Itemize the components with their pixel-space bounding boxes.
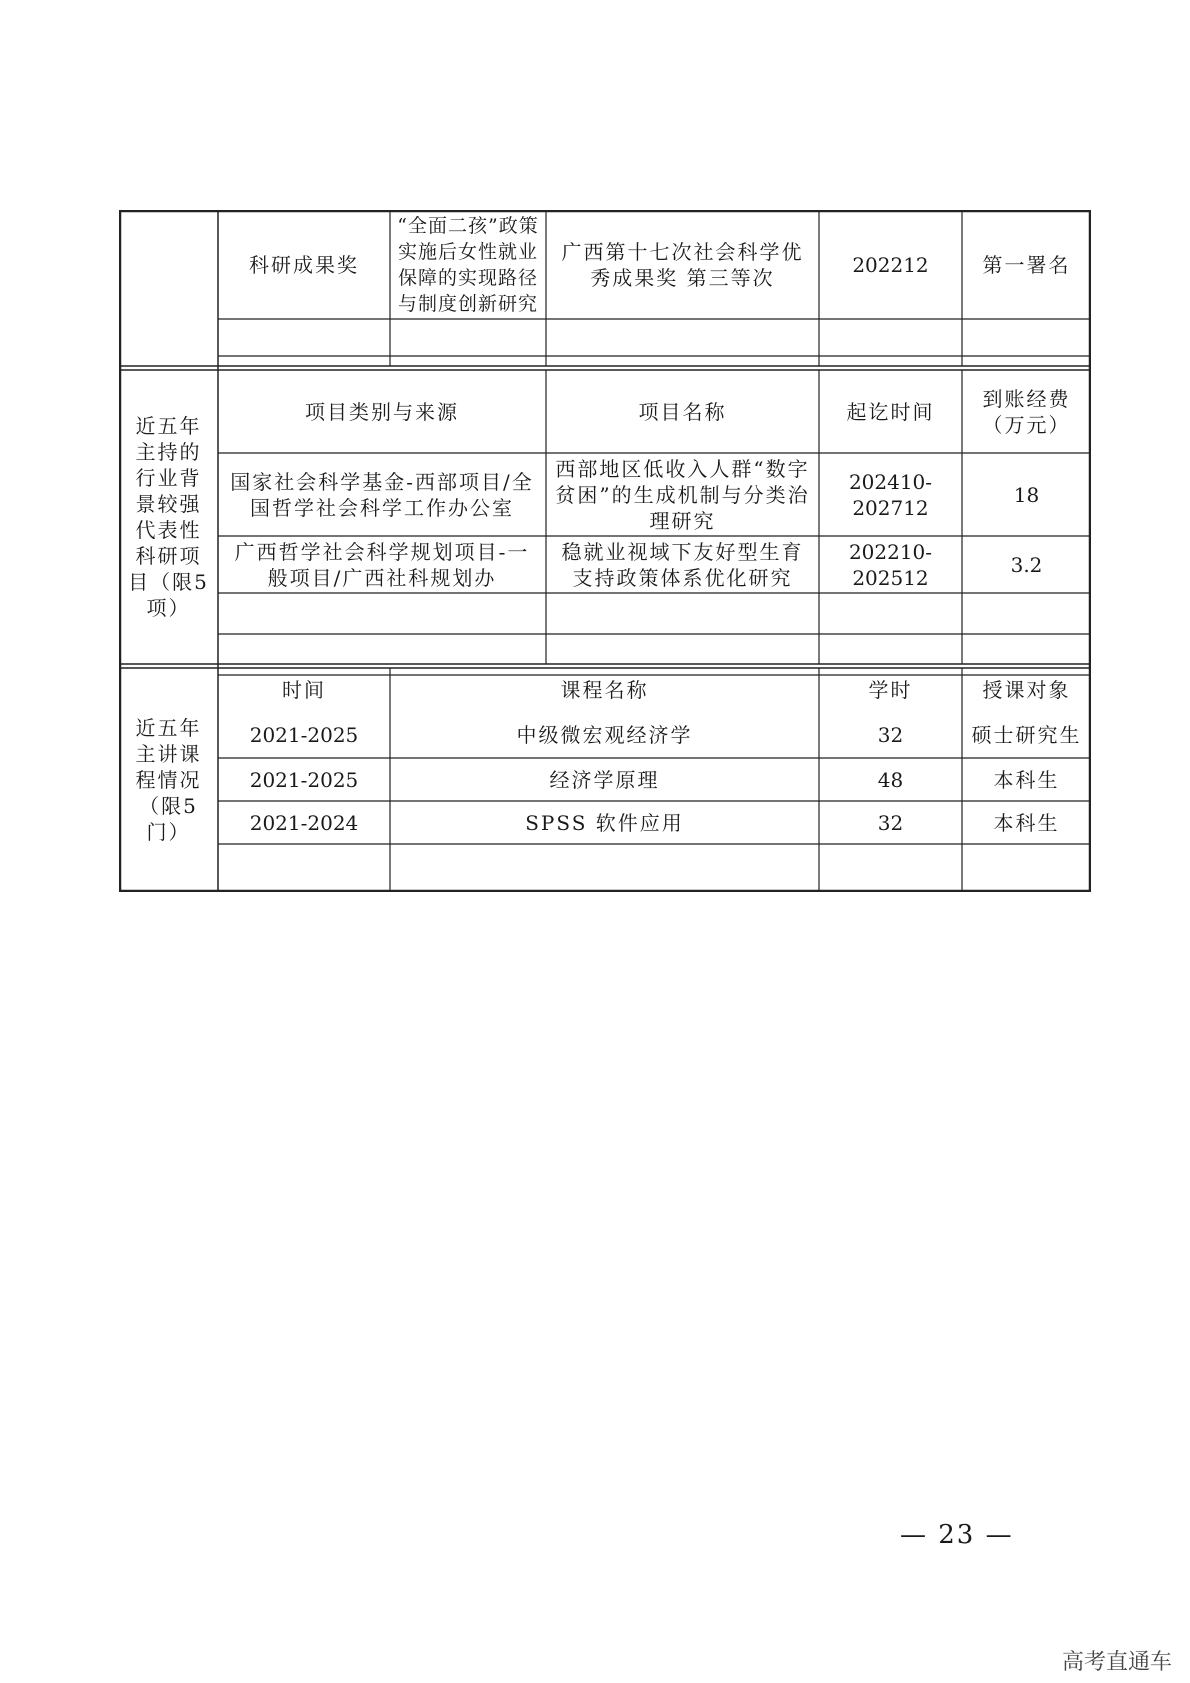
course-3-name: SPSS 软件应用	[525, 810, 684, 835]
courses-header-audience: 授课对象	[982, 678, 1071, 702]
courses-section-label: 近五年主讲课程情况（限5门）	[135, 716, 202, 844]
course-1-name: 中级微宏观经济学	[516, 723, 693, 747]
award-date: 202212	[852, 252, 929, 277]
project-1-name: 西部地区低收入人群“数字贫困”的生成机制与分类治理研究	[555, 456, 810, 533]
course-3-audience: 本科生	[993, 810, 1060, 835]
course-2-time: 2021-2025	[249, 767, 359, 792]
course-3-time: 2021-2024	[249, 810, 359, 835]
award-rank: 第一署名	[982, 252, 1071, 277]
course-2-hours: 48	[877, 767, 904, 792]
award-name: 广西第十七次社会科学优秀成果奖 第三等次	[561, 239, 804, 290]
projects-header-name: 项目名称	[638, 399, 727, 424]
course-1-hours: 32	[877, 723, 904, 747]
project-1-period: 202410-202712	[848, 469, 933, 520]
projects-header-period: 起讫时间	[846, 399, 935, 424]
info-table	[119, 210, 1091, 892]
project-1-funds: 18	[1013, 482, 1040, 507]
project-2-name: 稳就业视域下友好型生育支持政策体系优化研究	[561, 539, 804, 590]
course-1-audience: 硕士研究生	[971, 723, 1082, 747]
projects-header-source: 项目类别与来源	[305, 399, 459, 424]
page-number: — 23 —	[900, 1520, 1014, 1550]
award-title: “全面二孩”政策实施后女性就业保障的实现路径与制度创新研究	[397, 214, 539, 315]
courses-header-name: 课程名称	[560, 678, 649, 702]
course-1-time: 2021-2025	[249, 723, 359, 747]
course-2-audience: 本科生	[993, 767, 1060, 792]
course-2-name: 经济学原理	[549, 767, 660, 792]
project-2-source: 广西哲学社会科学规划项目-一般项目/广西社科规划办	[234, 539, 530, 590]
project-2-period: 202210-202512	[848, 539, 933, 590]
watermark: 高考直通车	[1061, 1650, 1172, 1675]
course-3-hours: 32	[877, 810, 904, 835]
project-2-funds: 3.2	[1010, 552, 1043, 577]
courses-header-hours: 学时	[868, 678, 913, 702]
project-1-source: 国家社会科学基金-西部项目/全国哲学社会科学工作办公室	[230, 469, 534, 520]
courses-header-time: 时间	[282, 678, 326, 702]
projects-section-label: 近五年主持的行业背景较强代表性科研项目（限5项）	[128, 414, 209, 620]
projects-header-funds: 到账经费（万元）	[982, 386, 1071, 437]
award-type: 科研成果奖	[249, 252, 359, 277]
